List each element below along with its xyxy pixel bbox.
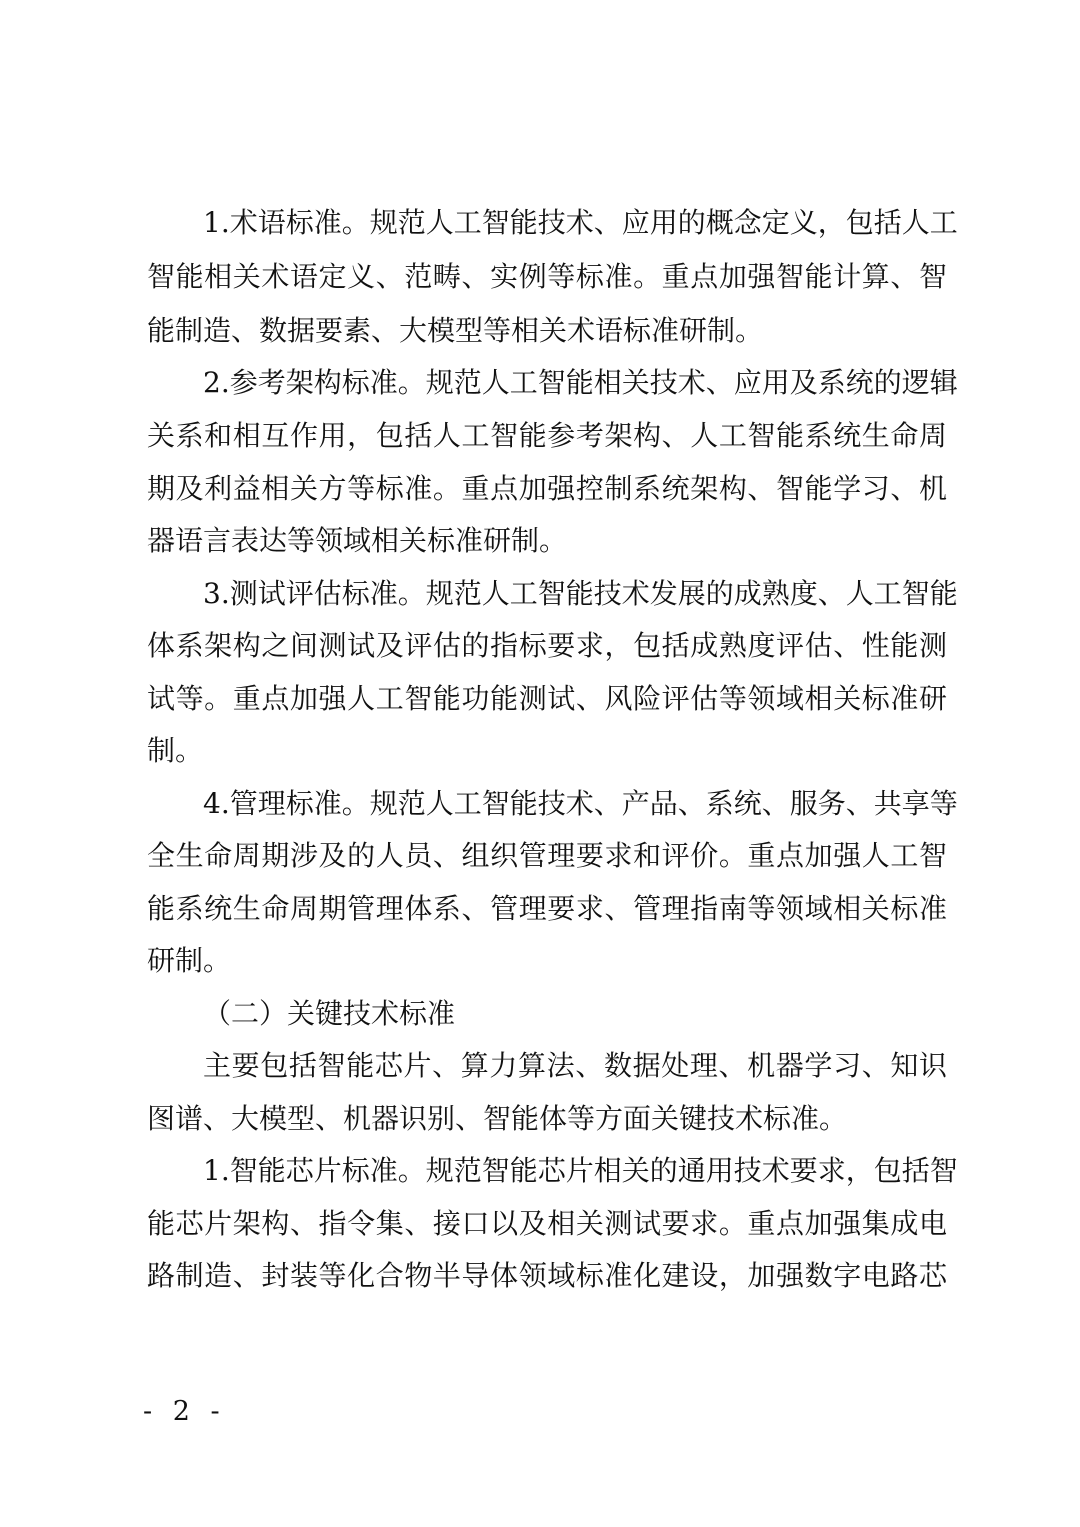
paragraph-line: 2.参考架构标准。规范人工智能相关技术、应用及系统的逻辑 [203, 366, 958, 399]
paragraph-line: 主要包括智能芯片、算力算法、数据处理、机器学习、知识 [203, 1049, 947, 1082]
paragraph-line: 研制。 [147, 944, 232, 977]
section-heading: （二）关键技术标准 [203, 997, 456, 1030]
paragraph-line: 1.智能芯片标准。规范智能芯片相关的通用技术要求，包括智 [203, 1154, 958, 1187]
paragraph-line: 能制造、数据要素、大模型等相关术语标准研制。 [147, 314, 764, 347]
paragraph-line: 3.测试评估标准。规范人工智能技术发展的成熟度、人工智能 [203, 577, 958, 610]
paragraph-line: 4.管理标准。规范人工智能技术、产品、系统、服务、共享等 [203, 787, 958, 820]
paragraph-line: 1.术语标准。规范人工智能技术、应用的概念定义，包括人工 [203, 206, 958, 239]
paragraph-line: 图谱、大模型、机器识别、智能体等方面关键技术标准。 [147, 1102, 848, 1135]
page-number: - 2 - [143, 1396, 226, 1427]
paragraph-line: 试等。重点加强人工智能功能测试、风险评估等领域相关标准研 [147, 682, 947, 715]
paragraph-line: 期及利益相关方等标准。重点加强控制系统架构、智能学习、机 [147, 472, 947, 505]
paragraph-line: 智能相关术语定义、范畴、实例等标准。重点加强智能计算、智 [147, 260, 947, 293]
paragraph-line: 体系架构之间测试及评估的指标要求，包括成熟度评估、性能测 [147, 629, 947, 662]
paragraph-line: 路制造、封装等化合物半导体领域标准化建设，加强数字电路芯 [147, 1259, 947, 1292]
paragraph-line: 能系统生命周期管理体系、管理要求、管理指南等领域相关标准 [147, 892, 947, 925]
paragraph-line: 能芯片架构、指令集、接口以及相关测试要求。重点加强集成电 [147, 1207, 947, 1240]
paragraph-line: 关系和相互作用，包括人工智能参考架构、人工智能系统生命周 [147, 419, 947, 452]
paragraph-line: 全生命周期涉及的人员、组织管理要求和评价。重点加强人工智 [147, 839, 947, 872]
paragraph-line: 器语言表达等领域相关标准研制。 [147, 524, 568, 557]
paragraph-line: 制。 [147, 734, 204, 767]
